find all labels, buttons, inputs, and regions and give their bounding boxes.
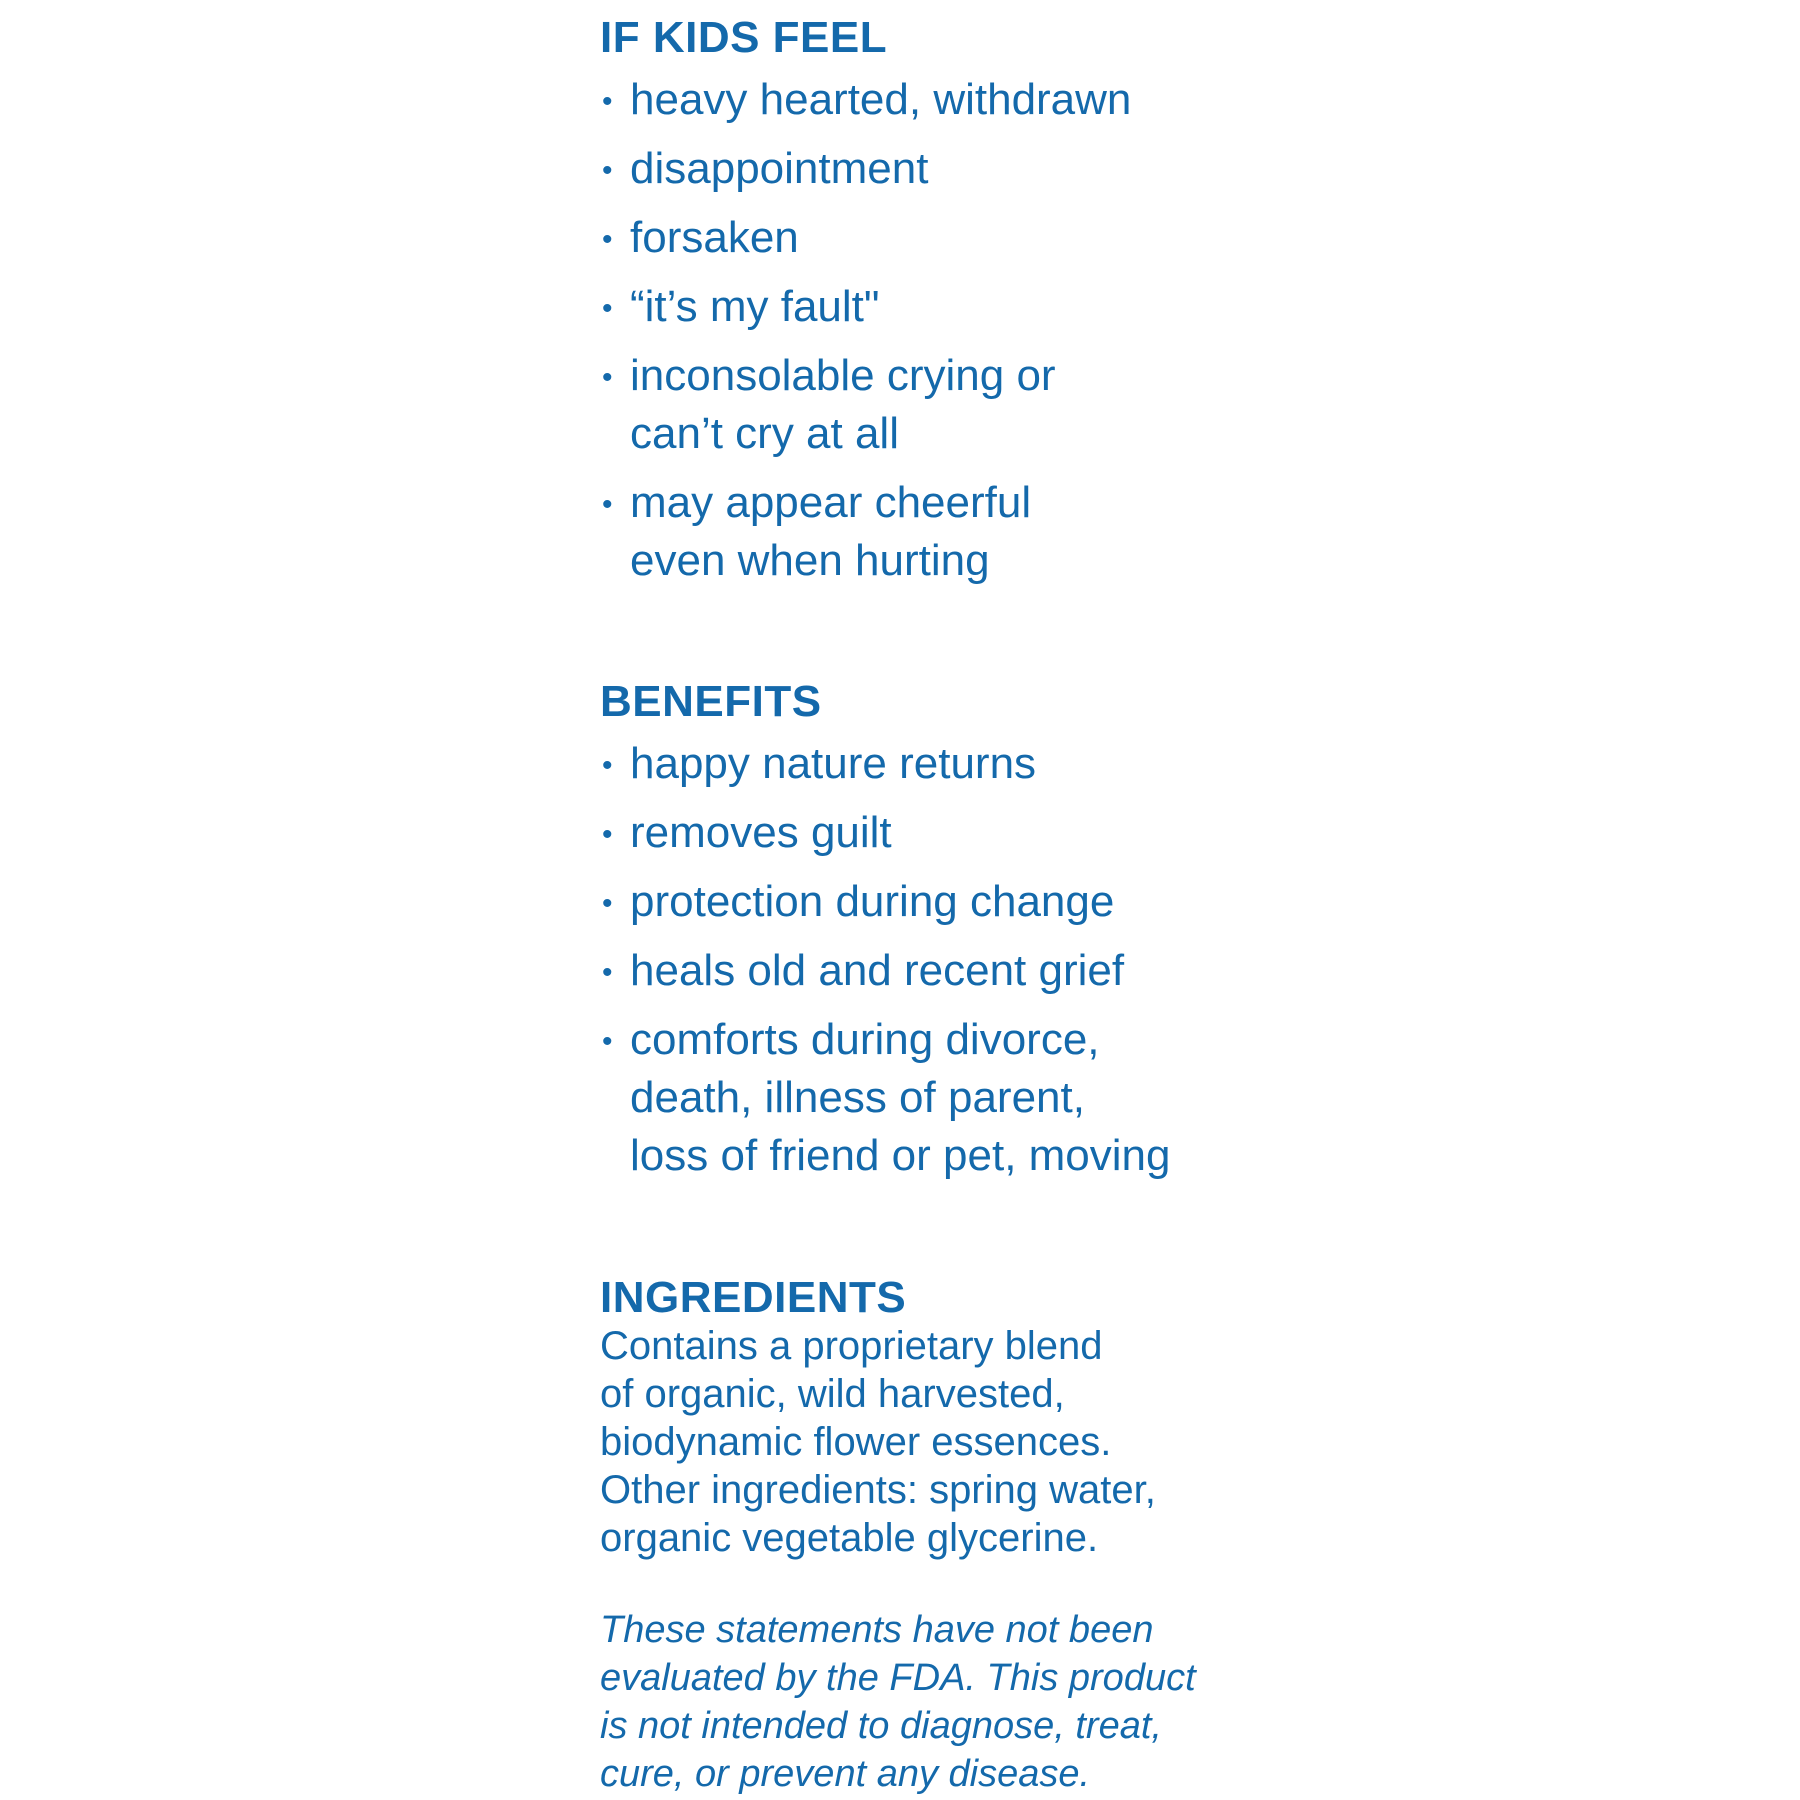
benefits-section: [600, 676, 1170, 1185]
ingredients-heading: INGREDIENTS: [600, 1273, 907, 1322]
if-kids-feel-heading: IF KIDS FEEL: [600, 13, 888, 62]
list-item: • “it’s my fault": [600, 278, 1131, 336]
if-kids-feel-section: [600, 12, 1131, 590]
bullet-icon: •: [602, 223, 613, 256]
bullet-icon: •: [602, 749, 613, 782]
if-kids-feel-list: [600, 71, 1131, 590]
bullet-icon: •: [602, 1025, 613, 1058]
fda-disclaimer: [600, 1606, 1196, 1798]
ingredients-text: Contains a proprietary blend of organic, wild harvested, biodynamic flower essences. Other ingredients: spring water, organic vegetable glycerine.: [600, 1324, 1156, 1560]
list-item: • happy nature returns: [600, 735, 1170, 793]
list-item: • removes guilt: [600, 804, 1170, 862]
bullet-icon: •: [602, 956, 613, 989]
list-item: • disappointment: [600, 140, 1131, 198]
bullet-icon: •: [602, 887, 613, 920]
list-item: • may appear cheerful even when hurting: [600, 474, 1131, 590]
benefits-list: [600, 735, 1170, 1185]
bullet-icon: •: [602, 154, 613, 187]
bullet-icon: •: [602, 292, 613, 325]
list-item: • heals old and recent grief: [600, 942, 1170, 1000]
list-item: • heavy hearted, withdrawn: [600, 71, 1131, 129]
ingredients-section: [600, 1272, 1156, 1562]
list-item: • inconsolable crying or can’t cry at all: [600, 347, 1131, 463]
bullet-icon: •: [602, 488, 613, 521]
benefits-heading: BENEFITS: [600, 677, 822, 726]
bullet-icon: •: [602, 361, 613, 394]
disclaimer-text: These statements have not been evaluated by the FDA. This product is not intended to diagnose, treat, cure, or prevent any disease.: [600, 1609, 1196, 1795]
list-item: • forsaken: [600, 209, 1131, 267]
bullet-icon: •: [602, 85, 613, 118]
list-item: • protection during change: [600, 873, 1170, 931]
bullet-icon: •: [602, 818, 613, 851]
list-item: • comforts during divorce, death, illness of parent, loss of friend or pet, moving: [600, 1011, 1170, 1185]
